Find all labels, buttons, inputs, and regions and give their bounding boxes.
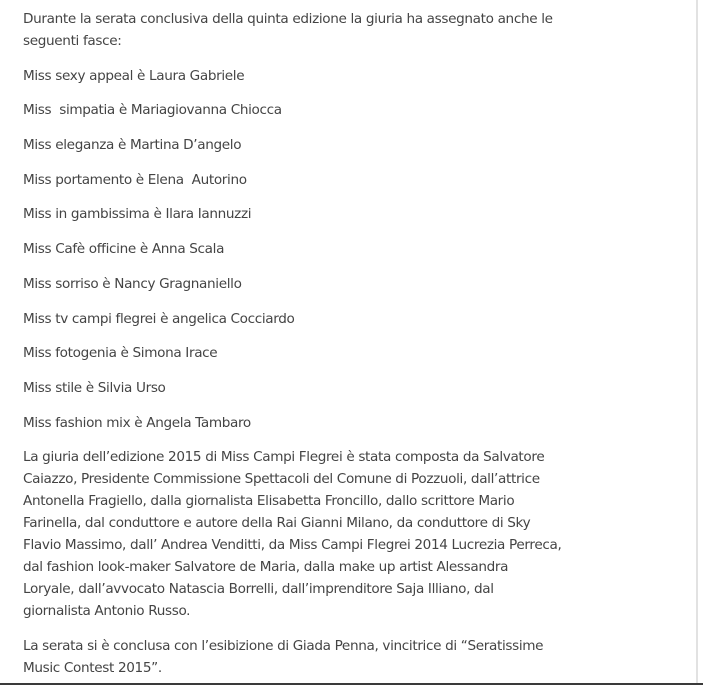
award-cafe-officine: Miss Cafè officine è Anna Scala xyxy=(23,241,225,258)
award-tv-campi-flegrei: Miss tv campi flegrei è angelica Cocciardo xyxy=(23,310,295,327)
jury-paragraph: La giuria dell’edizione 2015 di Miss Campi Flegrei è stata composta da Salvatore Caiazzo, Presidente Commissione Spettacoli del Comune di Pozzuoli, dall’attrice Antonella Fragiello, dalla giornalista Elisabetta Froncillo, dallo scrittore Mario Farinella, dal conduttore e autore della Rai Gianni Milano, da conduttore di Sky Flavio Massimo, dall’ Andrea Venditti, da Miss Campi Flegrei 2014 Lucrezia Perreca, dal fashion look-maker Salvatore de Maria, dalla make up artist Alessandra Loryale, dall’avvocato Natascia Borrelli, dall’imprenditore Saja Illiano, dal giornalista Antonio Russo. xyxy=(23,449,562,620)
award-portamento: Miss portamento è Elena Autorino xyxy=(23,171,247,188)
award-eleganza: Miss eleganza è Martina D’angelo xyxy=(23,137,242,154)
content-right-border xyxy=(696,0,698,685)
closing-paragraph: La serata si è conclusa con l’esibizione di Giada Penna, vincitrice di “Seratissime Music Contest 2015”. xyxy=(23,637,544,676)
intro-paragraph: Durante la serata conclusiva della quinta edizione la giuria ha assegnato anche le seguenti fasce: xyxy=(23,11,553,49)
award-sorriso: Miss sorriso è Nancy Gragnaniello xyxy=(23,275,242,292)
award-sexy-appeal: Miss sexy appeal è Laura Gabriele xyxy=(23,67,245,84)
award-fotogenia: Miss fotogenia è Simona Irace xyxy=(23,345,218,362)
award-fashion-mix: Miss fashion mix è Angela Tambaro xyxy=(23,414,251,431)
award-stile: Miss stile è Silvia Urso xyxy=(23,379,166,396)
award-gambissima: Miss in gambissima è Ilara Iannuzzi xyxy=(23,206,252,223)
award-simpatia: Miss simpatia è Mariagiovanna Chiocca xyxy=(23,102,282,119)
article-body xyxy=(23,8,563,685)
